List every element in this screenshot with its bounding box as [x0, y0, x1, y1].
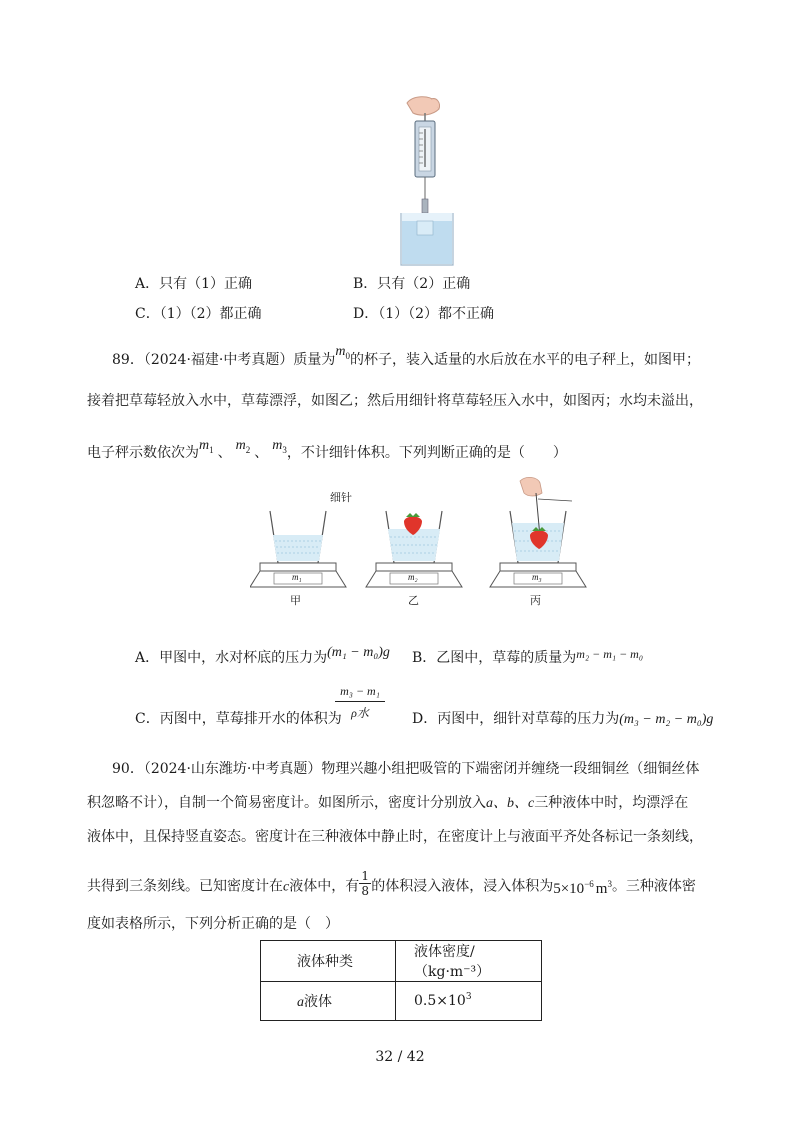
- table-cell-density-exp: 3: [465, 992, 472, 1002]
- q90-line-2: [87, 792, 688, 812]
- q88-option-b: B．只有（2）正确: [353, 276, 471, 292]
- beaker-bing: [490, 477, 586, 587]
- q89-option-d-expr: (m₃ − m₂ − m₀)g: [619, 712, 714, 727]
- q89-m0-base: m: [335, 344, 346, 359]
- q90-line-1: 90．（2024·山东潍坊·中考真题）物理兴趣小组把吸管的下端密闭并缠绕一段细铜丝（细铜丝体: [112, 761, 700, 777]
- density-table: [260, 940, 542, 1021]
- q90-line-5: 度如表格所示，下列分析正确的是（ ）: [87, 916, 339, 932]
- q89-line-1-a: 89．（2024·福建·中考真题）质量为: [112, 352, 336, 368]
- q90-line-4-c2: 的体积浸入液体，浸入体积为: [371, 878, 554, 895]
- table-cell-liquid-var: a: [297, 995, 304, 1010]
- q90-volume-base: 5×10: [553, 880, 585, 897]
- q89-figure: [250, 475, 590, 610]
- spring-scale-figure: [395, 95, 465, 270]
- scale-label-m2: m₂: [408, 572, 418, 582]
- q89-line-3-a: 电子秤示数依次为: [87, 445, 199, 461]
- q89-option-b-expr: m₂ − m₁ − m₀: [576, 647, 644, 661]
- q89-option-d: [412, 708, 713, 728]
- q90-volume-unit-exp: 3: [607, 878, 612, 889]
- table-row: [261, 982, 542, 1021]
- q89-m2: $m_2$: [235, 438, 251, 455]
- table-header-row: [261, 941, 542, 982]
- q90-line-4-a: 共得到三条刻线。已知密度计在: [87, 878, 283, 895]
- q90-line-2-b: 三种液体中时，均漂浮在: [534, 795, 689, 811]
- q90-fraction: [359, 869, 371, 898]
- q90-frac-num: 1: [359, 869, 371, 884]
- q90-line-4-c: c: [283, 879, 290, 895]
- figure-label-jia: 甲: [290, 594, 301, 607]
- q89-option-a: [135, 647, 390, 667]
- q89-line-1: [112, 344, 700, 369]
- q89-m1: $m_1$: [199, 438, 214, 455]
- q89-sep-1: 、: [217, 445, 232, 461]
- q90-line-3: 液体中，且保持竖直姿态。密度计在三种液体中静止时，在密度计上与液面平齐处各标记一条刻线，: [87, 829, 703, 845]
- q90-line-4-b: 液体中，有: [289, 878, 360, 895]
- q90-line-2-a: 积忽略不计），自制一个简易密度计。如图所示，密度计分别放入: [87, 795, 486, 811]
- scale-label-m1: m₁: [292, 572, 302, 582]
- q89-option-c-fraction: [335, 684, 385, 721]
- q89-line-3: [87, 438, 567, 462]
- q89-line-2: 接着把草莓轻放入水中，草莓漂浮，如图乙；然后用细针将草莓轻压入水中，如图丙；水均未溢出，: [87, 393, 703, 409]
- q90-line-4-d: 。三种液体密: [611, 878, 696, 895]
- figure-label-bing: 丙: [530, 594, 541, 607]
- q89-option-c-den: ρ水: [351, 706, 369, 720]
- table-cell-liquid-rest: 液体: [304, 994, 332, 1010]
- q89-m0: [335, 344, 350, 359]
- q89-option-b: [412, 647, 643, 667]
- q89-line-3-b: ，不计细针体积。下列判断正确的是（ ）: [286, 445, 567, 461]
- needle-label: 细针: [330, 491, 352, 504]
- q90-volume: [553, 878, 612, 897]
- q89-m3: $m_3$: [272, 438, 287, 455]
- page-number: 32 / 42: [375, 1049, 425, 1065]
- q90-line-2-abc: a、b、c: [486, 796, 535, 811]
- figure-label-yi: 乙: [408, 594, 419, 607]
- q89-sep-2: 、: [254, 445, 269, 461]
- q89-m0-sub: 0: [345, 351, 350, 361]
- q88-option-a: A．只有（1）正确: [135, 276, 253, 292]
- q88-option-c: C．（1）（2）都正确: [135, 306, 262, 322]
- table-cell-density-value: 0.5×10: [414, 993, 466, 1009]
- q89-line-1-b: 的杯子，装入适量的水后放在水平的电子秤上，如图甲；: [349, 352, 700, 368]
- table-header-liquid: 液体种类: [261, 941, 396, 982]
- table-cell-density: [396, 982, 542, 1021]
- table-header-density: 液体密度/（kg·m⁻³）: [396, 941, 542, 982]
- q88-option-d: D．（1）（2）都不正确: [353, 306, 495, 322]
- table-cell-liquid: [261, 982, 396, 1021]
- q90-volume-exp: −6: [584, 878, 594, 889]
- scale-label-m3: m₃: [532, 572, 542, 582]
- q90-line-4: [87, 869, 696, 901]
- q89-option-c: C．丙图中，草莓排开水的体积为: [135, 711, 342, 727]
- q89-option-a-text: A．甲图中，水对杯底的压力为: [135, 650, 328, 666]
- q90-volume-unit: m: [595, 880, 608, 897]
- q90-frac-den: 8: [361, 884, 370, 898]
- q89-option-c-num: m₃ − m₁: [335, 684, 385, 702]
- q89-option-a-expr: (m₁ − m₀)g: [327, 645, 390, 660]
- q89-option-b-text: B．乙图中，草莓的质量为: [412, 650, 577, 666]
- q89-option-d-text: D．丙图中，细针对草莓的压力为: [412, 711, 620, 727]
